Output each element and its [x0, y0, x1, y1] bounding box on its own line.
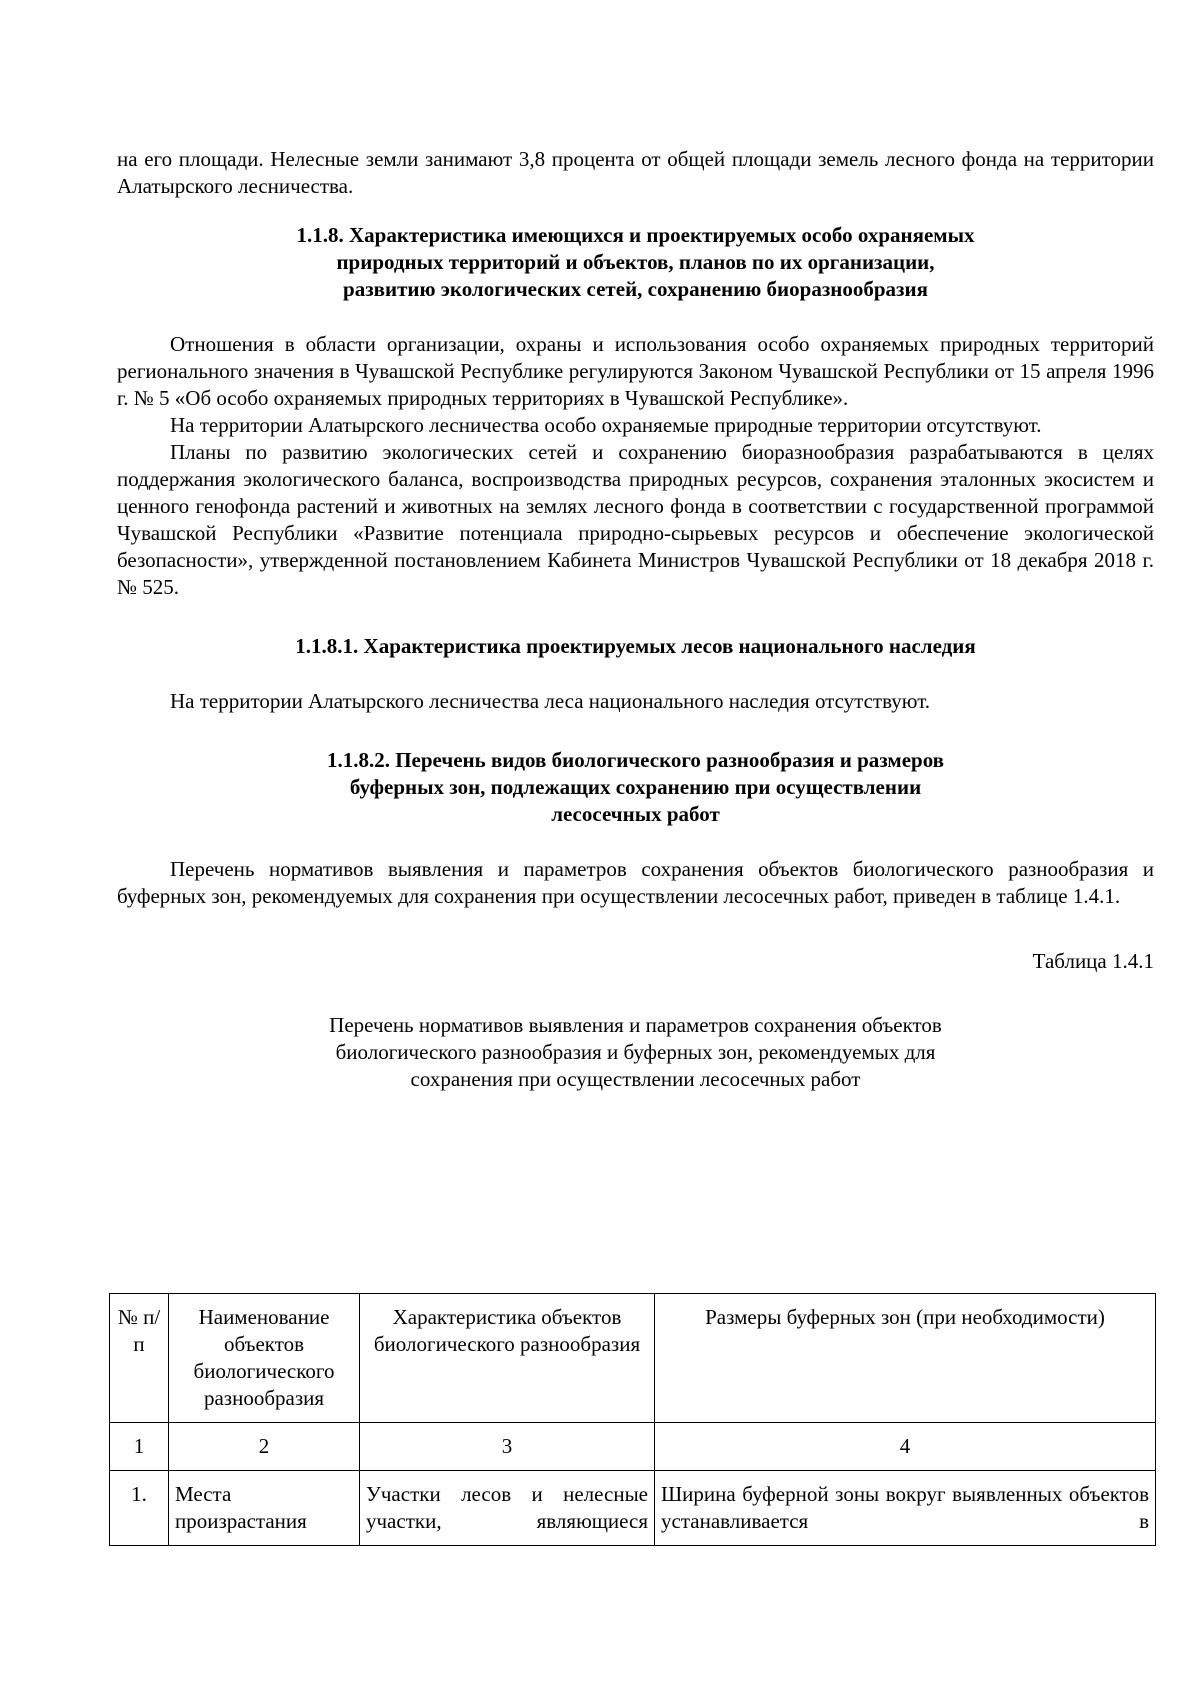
- header-cell-object-name: Наименование объектов биологического разнообразия: [169, 1294, 360, 1423]
- header-cell-characteristics: Характеристика объектов биологического разнообразия: [360, 1294, 655, 1423]
- section-heading-1-1-8: 1.1.8. Характеристика имеющихся и проектируемых особо охраняемых природных территорий и объектов, планов по их организации, развитию экологических сетей, сохранению биоразнообразия: [296, 223, 975, 301]
- row-characteristics-cell: Участки лесов и нелесные участки, являющиеся: [360, 1471, 655, 1546]
- header-cell-buffer-size: Размеры буферных зон (при необходимости): [655, 1294, 1156, 1423]
- paragraph-continuation: на его площади. Нелесные земли занимают 3,8 процента от общей площади земель лесного фонда на территории Алатырского лесничества.: [117, 147, 1154, 198]
- numbering-cell: 3: [360, 1423, 655, 1471]
- paragraph-absence-protected: На территории Алатырского лесничества особо охраняемые природные территории отсутствуют.: [170, 413, 1042, 437]
- paragraph-national-heritage: На территории Алатырского лесничества леса национального наследия отсутствуют.: [170, 689, 931, 713]
- table-numbering-row: [110, 1423, 1156, 1471]
- row-buffer-size-cell: Ширина буферной зоны вокруг выявленных объектов устанавливается в: [655, 1471, 1156, 1546]
- section-heading-1-1-8-1: 1.1.8.1. Характеристика проектируемых лесов национального наследия: [295, 634, 976, 658]
- paragraph-plans: Планы по развитию экологических сетей и сохранению биоразнообразия разрабатываются в целях поддержания экологического баланса, воспроизводства природных ресурсов, сохранения эталонных экосистем и ценного генофонда растений и животных на землях лесного фонда в соответствии с государственной программой Чувашской Республики «Развитие потенциала природно-сырьевых ресурсов и обеспечение экологической безопасности», утвержденной постановлением Кабинета Министров Чувашской Республики от 18 декабря 2018 г. № 525.: [117, 440, 1154, 599]
- table-number: Таблица 1.4.1: [1032, 949, 1154, 973]
- header-cell-number: № п/п: [110, 1294, 169, 1423]
- table-title: Перечень нормативов выявления и параметров сохранения объектов биологического разнообразия и буферных зон, рекомендуемых для сохранения при осуществлении лесосечных работ: [329, 1013, 942, 1091]
- document-page: [117, 146, 1154, 1533]
- table-row: [110, 1471, 1156, 1546]
- paragraph-table-reference: Перечень нормативов выявления и параметров сохранения объектов биологического разнообразия и буферных зон, рекомендуемых для сохранения при осуществлении лесосечных работ, приведен в таблице 1.4.1.: [117, 857, 1154, 908]
- paragraph-regulation: Отношения в области организации, охраны и использования особо охраняемых природных территорий регионального значения в Чувашской Республике регулируются Законом Чувашской Республики от 15 апреля 1996 г. № 5 «Об особо охраняемых природных территориях в Чувашской Республике».: [117, 332, 1154, 410]
- numbering-cell: 1: [110, 1423, 169, 1471]
- numbering-cell: 4: [655, 1423, 1156, 1471]
- table-header-row: [110, 1294, 1156, 1423]
- row-number-cell: 1.: [110, 1471, 169, 1546]
- biodiversity-table: [109, 1293, 1156, 1546]
- row-object-name-cell: Места произрастания: [169, 1471, 360, 1546]
- section-heading-1-1-8-2: 1.1.8.2. Перечень видов биологического разнообразия и размеров буферных зон, подлежащих сохранению при осуществлении лесосечных работ: [326, 748, 945, 826]
- numbering-cell: 2: [169, 1423, 360, 1471]
